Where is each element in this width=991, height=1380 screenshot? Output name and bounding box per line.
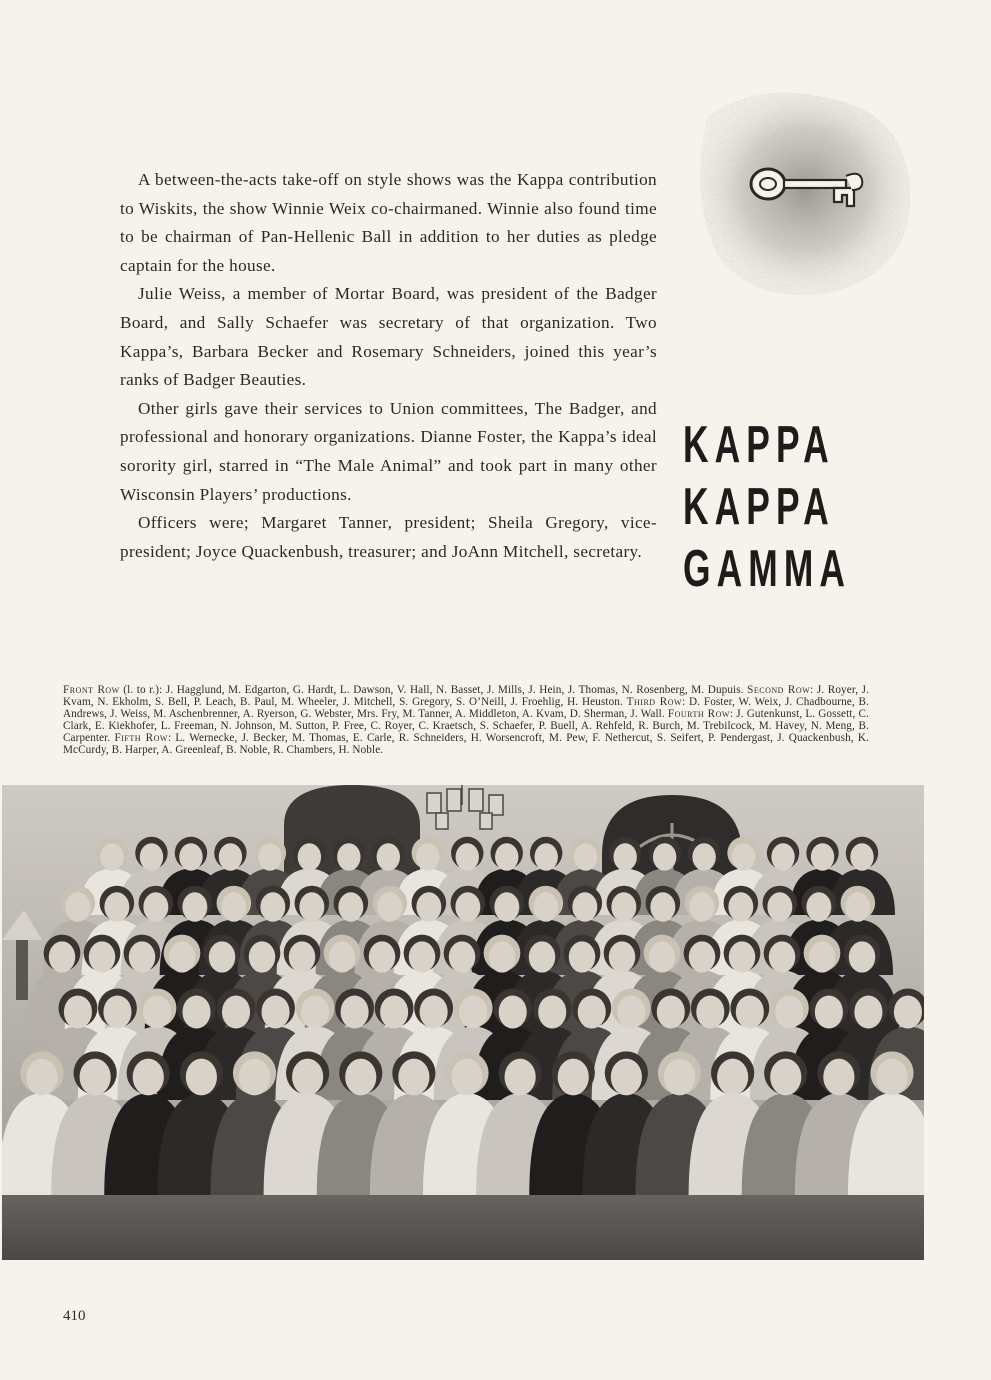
caption-row-text: : J. Royer, J. Kvam, N. Ekholm, S. Bell, P. Leach, B. Paul, M. Wheeler, J. Mitchell, S. Gregory, S. O’Neill, J. Froehlig, H. Heuston. xyxy=(63,684,869,709)
article-body xyxy=(120,166,657,566)
paragraph-2: Julie Weiss, a member of Mortar Board, was president of the Badger Board, and Sally Schaefer was secretary of that organization. Two Kappa’s, Barbara Becker and Rosemary Schneiders, joined this year’s ranks of Badger Beauties. xyxy=(120,284,657,390)
paragraph-3: Other girls gave their services to Union committees, The Badger, and professional and honorary organizations. Dianne Foster, the Kappa’s ideal sorority girl, starred in “The Male Animal” and took part in many other Wisconsin Players’ productions. xyxy=(120,398,657,504)
sorority-title xyxy=(683,414,863,600)
paragraph-1: A between-the-acts take-off on style shows was the Kappa contribution to Wiskits, the show Winnie Weix co-chairmaned. Winnie also found time to be chairman of Pan-Hellenic Ball in addition to her duties as pledge captain for the house. xyxy=(120,170,657,275)
caption-row-text: : L. Wernecke, J. Becker, M. Thomas, E. Carle, R. Schneiders, H. Worsencroft, M. Pew, F. Nethercut, S. Seifert, P. Pendergast, J. Quackenbush, K. McCurdy, B. Harper, A. Greenleaf, B. Noble, R. Chambers, H. Noble. xyxy=(63,732,869,757)
group-photo-image xyxy=(2,785,924,1260)
page-number: 410 xyxy=(63,1308,86,1324)
title-line-2: KAPPA xyxy=(683,478,835,536)
title-line-3: GAMMA xyxy=(683,540,852,598)
caption-row-text: : D. Foster, W. Weix, J. Chadbourne, B. Andrews, J. Weiss, M. Aschenbrenner, A. Ryerson, G. Webster, Mrs. Fry, M. Tanner, A. Middleton, A. Kvam, D. Sherman, J. Wall. xyxy=(63,696,869,721)
kappa-key-crest-illustration xyxy=(688,76,920,306)
caption-row-text: : J. Gutenkunst, L. Gossett, C. Clark, E. Kiekhofer, L. Freeman, N. Johnson, M. Sutton, P. Free, C. Royer, C. Kraetsch, S. Schaefer, P. Buell, A. Rehfeld, R. Burch, M. Trebilcock, M. Havey, N. Meng, B. Carpenter. xyxy=(63,708,869,745)
caption-row-label: Second Row xyxy=(747,684,811,696)
caption-row-text: (l. to r.): J. Hagglund, M. Edgarton, G. Hardt, L. Dawson, V. Hall, N. Basset, J. Mills, J. Hein, J. Thomas, N. Rosenberg, M. Dupuis. xyxy=(119,684,748,696)
caption-row-label: Front Row xyxy=(63,684,120,696)
key-icon xyxy=(688,76,920,306)
group-photo xyxy=(2,785,924,1260)
paragraph-4: Officers were; Margaret Tanner, president; Sheila Gregory, vice-president; Joyce Quackenbush, treasurer; and JoAnn Mitchell, secretary. xyxy=(120,513,657,561)
title-line-1: KAPPA xyxy=(683,416,835,474)
caption-row-label: Fifth Row xyxy=(114,732,168,745)
caption-row-label: Fourth Row xyxy=(667,708,730,721)
photo-caption xyxy=(63,684,869,757)
caption-row-label: Third Row xyxy=(626,696,683,709)
